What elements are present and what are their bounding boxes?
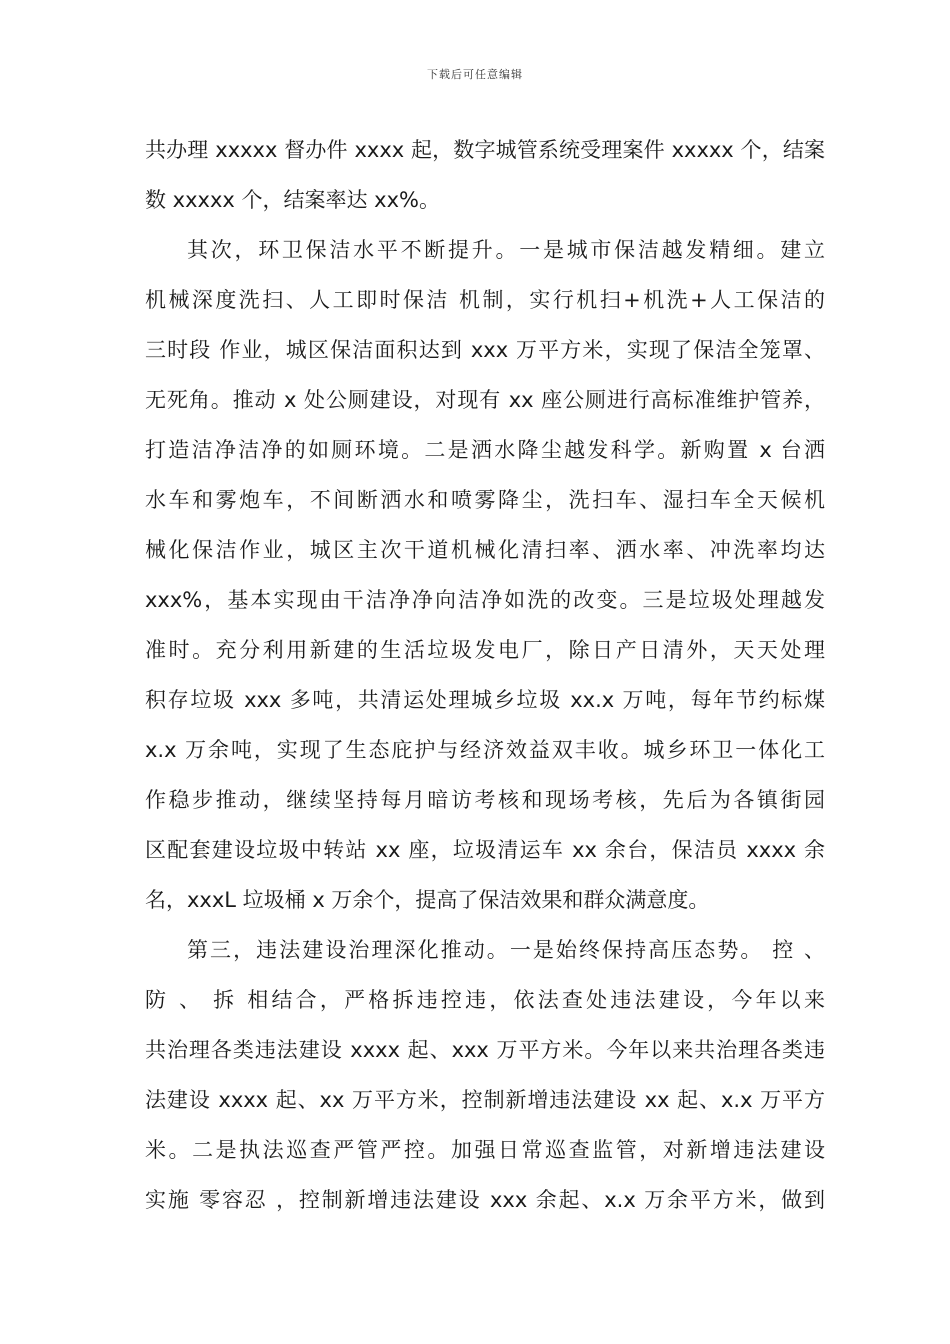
- text-line: 数 xxxxx 个，结案率达 xx%。: [145, 188, 440, 212]
- text-line: 区配套建设垃圾中转站 xx 座，垃圾清运车 xx 余台，保洁员 xxxx 余: [145, 838, 825, 862]
- text-line: 准时。充分利用新建的生活垃圾发电厂，除日产日清外，天天处理: [145, 638, 825, 662]
- text-line: xxx%，基本实现由干洁净净向洁净如洗的改变。三是垃圾处理越发: [145, 588, 825, 612]
- text-line: 实施 零容忍 ，控制新增违法建设 xxx 余起、x.x 万余平方米，做到: [145, 1188, 825, 1212]
- text-line: 作稳步推动，继续坚持每月暗访考核和现场考核，先后为各镇街园: [145, 788, 825, 812]
- document-body: [145, 125, 825, 1225]
- text-line: 打造洁净洁净的如厕环境。二是洒水降尘越发科学。新购置 x 台洒: [145, 438, 825, 462]
- text-line: 其次，环卫保洁水平不断提升。一是城市保洁越发精细。建立: [187, 238, 825, 262]
- text-line: 共治理各类违法建设 xxxx 起、xxx 万平方米。今年以来共治理各类违: [145, 1038, 825, 1062]
- text-line: 共办理 xxxxx 督办件 xxxx 起，数字城管系统受理案件 xxxxx 个，结案: [145, 138, 825, 162]
- text-line: 水车和雾炮车，不间断洒水和喷雾降尘，洗扫车、湿扫车全天候机: [145, 488, 825, 512]
- page-header: 下载后可任意编辑: [427, 68, 523, 81]
- text-line: x.x 万余吨，实现了生态庇护与经济效益双丰收。城乡环卫一体化工: [145, 738, 825, 762]
- text-line: 防 、 拆 相结合，严格拆违控违，依法查处违法建设，今年以来: [145, 988, 825, 1012]
- text-line: 名，xxxL 垃圾桶 x 万余个，提高了保洁效果和群众满意度。: [145, 888, 710, 912]
- text-line: 三时段 作业，城区保洁面积达到 xxx 万平方米，实现了保洁全笼罩、: [145, 338, 825, 362]
- text-line: 第三，违法建设治理深化推动。一是始终保持高压态势。 控 、: [187, 938, 825, 962]
- text-line: 积存垃圾 xxx 多吨，共清运处理城乡垃圾 xx.x 万吨，每年节约标煤: [145, 688, 825, 712]
- text-line: 米。二是执法巡查严管严控。加强日常巡查监管，对新增违法建设: [145, 1138, 825, 1162]
- text-line: 无死角。推动 x 处公厕建设，对现有 xx 座公厕进行高标准维护管养，: [145, 388, 825, 412]
- text-line: 械化保洁作业，城区主次干道机械化清扫率、洒水率、冲洗率均达: [145, 538, 825, 562]
- text-line: 机械深度洗扫、人工即时保洁 机制，实行机扫+机洗+人工保洁的: [145, 288, 825, 312]
- text-line: 法建设 xxxx 起、xx 万平方米，控制新增违法建设 xx 起、x.x 万平方: [145, 1088, 825, 1112]
